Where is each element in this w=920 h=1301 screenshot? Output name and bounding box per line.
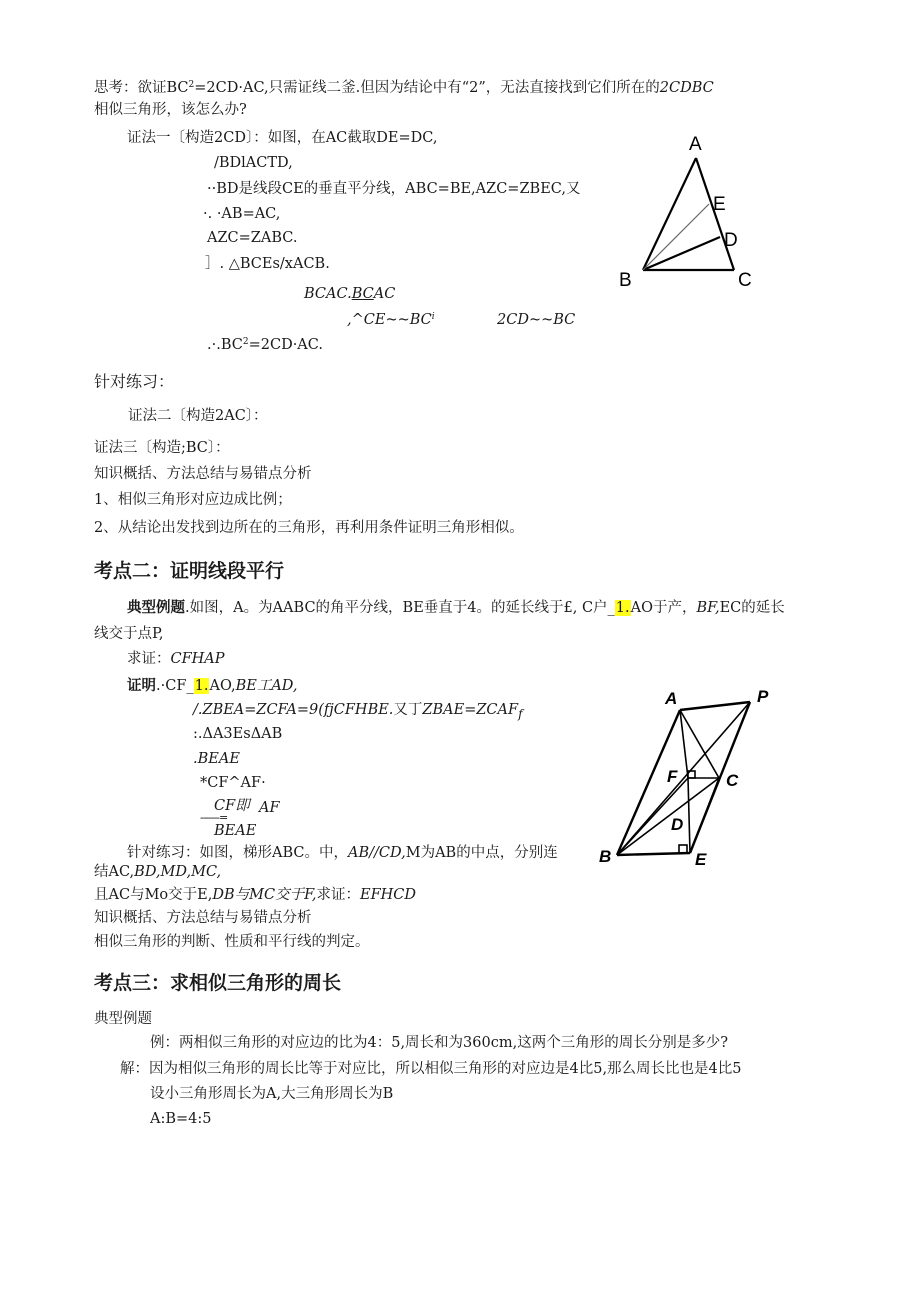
section2-proof-highlight: 1. xyxy=(194,678,209,694)
section2-summary-text: 相似三角形的判断、性质和平行线的判定。 xyxy=(94,934,370,950)
proof1-conc-a: .·.BC xyxy=(207,337,243,353)
section2-proof-line-1 xyxy=(127,676,298,696)
summary1-title: 知识概括、方法总结与易错点分析 xyxy=(94,466,312,482)
section2-prove-label: 求证： xyxy=(127,651,171,667)
proof1-conc-b: =2CD·AC. xyxy=(248,337,323,353)
proof1-title: 证法一〔构造2CD〕：如图，在AC截取DE=DC, xyxy=(127,130,438,146)
section2-practice-3c: 求证： xyxy=(316,887,360,903)
section3-solution: 解：因为相似三角形的周长比等于对应比，所以相似三角形的对应边是4比5,那么周长比也是4比5 xyxy=(120,1061,742,1077)
proof3-title: 证法三〔构造;BC〕： xyxy=(94,440,230,456)
summary1-point-2: 2、从结论出发找到边所在的三角形，再利用条件证明三角形相似。 xyxy=(94,520,524,536)
section2-proof-r1d: f xyxy=(518,706,523,721)
section3-example-text: 例：两相似三角形的对应边的比为4：5,周长和为360cm,这两个三角形的周长分别是多少? xyxy=(150,1035,728,1051)
fig1-label-a: A xyxy=(689,134,702,155)
section2-practice-2b: BD,MD,MC, xyxy=(134,864,222,880)
section2-practice-a: 针对练习：如图，梯形ABC。中， xyxy=(127,845,348,861)
fig1-label-d: D xyxy=(724,230,738,251)
fig2-label-d: D xyxy=(671,815,684,834)
section2-example-text-d: EC的延长 xyxy=(719,600,785,616)
proof1-ratio-sup: i xyxy=(431,312,435,322)
section3-heading: 考点三：求相似三角形的周长 xyxy=(94,972,342,994)
section2-practice-3b: DB与MC交于F, xyxy=(212,887,317,903)
fig2-label-c: C xyxy=(726,771,739,790)
triangle-figure-1 xyxy=(610,128,770,293)
section2-proof-line-5: *CF^AF· xyxy=(200,775,266,791)
section2-summary-title: 知识概括、方法总结与易错点分析 xyxy=(94,910,312,926)
section2-proof-r1: /.ZBEA=ZCFA=9(fjCFHBE. xyxy=(193,702,394,718)
proof1-step-7c: 2CD~~BC xyxy=(497,312,576,328)
proof1-frac-c: AC xyxy=(373,286,396,302)
section2-proof-text-b: AO, xyxy=(209,678,236,694)
section2-proof-line-4: .BEAE xyxy=(193,751,240,767)
section2-example-text-c: BF, xyxy=(696,600,720,616)
think-line-2: 相似三角形，该怎么办? xyxy=(94,102,247,118)
practice-1-heading: 针对练习： xyxy=(94,372,175,391)
proof1-frac-b: BC xyxy=(351,286,374,302)
proof1-step-1: /BDlACTD, xyxy=(214,155,293,171)
section3-example-label: 典型例题 xyxy=(94,1011,152,1027)
section2-proof-label: 证明 xyxy=(127,677,156,694)
section2-practice-line-1 xyxy=(127,843,558,863)
section2-practice-2a: 结AC, xyxy=(94,864,135,880)
proof1-frac-a: BCAC. xyxy=(304,286,352,302)
fig1-label-e: E xyxy=(713,194,726,215)
section2-practice-3a: 且AC与Mo交于E, xyxy=(94,887,213,903)
think-line-1 xyxy=(94,78,714,98)
section2-proof-frac-top: CF即 xyxy=(214,798,250,814)
section2-proof-r1c: ZBAE=ZCAF xyxy=(422,702,519,718)
section2-practice-c: M为AB的中点，分别连 xyxy=(405,845,558,861)
summary1-point-1: 1、相似三角形对应边成比例； xyxy=(94,492,292,508)
think-text-c: 2CDBC xyxy=(659,80,714,96)
section2-example-highlight: 1. xyxy=(615,600,630,616)
geometry-figure-2 xyxy=(595,680,795,880)
section2-practice-line-3 xyxy=(94,885,416,905)
proof1-ratio-a: ,^CE~~BC xyxy=(347,312,432,328)
fig1-label-c: C xyxy=(738,270,752,291)
section2-example-line-1 xyxy=(127,598,785,618)
section2-proof-text-c: BE工AD, xyxy=(235,678,298,694)
section2-proof-text-a: .·CF_ xyxy=(156,678,194,694)
proof2-title: 证法二〔构造2AC〕： xyxy=(128,408,268,424)
section2-example-label: 典型例题 xyxy=(127,599,185,616)
section2-proof-frac-right: AF xyxy=(259,800,280,816)
proof1-step-2: ··BD是线段CE的垂直平分线，ABC=BE,AZC=ZBEC,又 xyxy=(207,181,581,197)
proof1-step-6 xyxy=(304,284,395,304)
fig2-label-e: E xyxy=(695,850,707,869)
section2-example-text-a: .如图，A。为AABC的角平分线，BE垂直于4。的延长线于£, C户_ xyxy=(185,600,615,616)
section2-practice-b: AB//CD, xyxy=(348,845,406,861)
fig1-label-b: B xyxy=(619,270,632,291)
think-sup: 2 xyxy=(188,80,195,90)
think-text-a: 思考：欲证BC xyxy=(94,80,189,96)
fig2-label-a: A xyxy=(665,689,678,708)
fig2-label-f: F xyxy=(667,767,678,786)
section2-proof-line-2 xyxy=(193,700,523,724)
section2-practice-3d: EFHCD xyxy=(359,887,416,903)
fig2-label-b: B xyxy=(599,847,612,866)
section2-example-text-b: AO于产， xyxy=(630,600,697,616)
proof1-conclusion xyxy=(207,335,323,355)
proof1-conc-sup: 2 xyxy=(242,337,249,347)
section2-proof-line-3: :.ΔA3EsΔAB xyxy=(193,726,283,742)
proof1-step-7a xyxy=(347,310,435,330)
section3-step-3: A:B=4:5 xyxy=(150,1111,212,1127)
section2-prove-statement: CFHAP xyxy=(170,651,225,667)
section2-proof-r1b: 又丁 xyxy=(393,702,423,718)
section2-proof-frac-bottom: BEAE xyxy=(214,823,257,839)
proof1-step-4: AZC=ZABC. xyxy=(207,230,298,246)
section2-example-line-2: 线交于点P, xyxy=(94,626,164,642)
section2-practice-line-2 xyxy=(94,862,221,882)
section2-proof-frac-bar: -------= xyxy=(200,811,228,824)
fig2-label-p: P xyxy=(757,687,769,706)
section2-prove xyxy=(127,649,225,669)
section2-heading: 考点二：证明线段平行 xyxy=(94,560,285,582)
section3-step-2: 设小三角形周长为A,大三角形周长为B xyxy=(150,1086,394,1102)
proof1-step-5: ］. △BCEs/xACB. xyxy=(205,256,330,272)
think-text-b: =2CD·AC,只需证线二釜.但因为结论中有“2”，无法直接找到它们所在的 xyxy=(194,80,660,96)
proof1-step-3: ·. ·AB=AC, xyxy=(203,206,281,222)
